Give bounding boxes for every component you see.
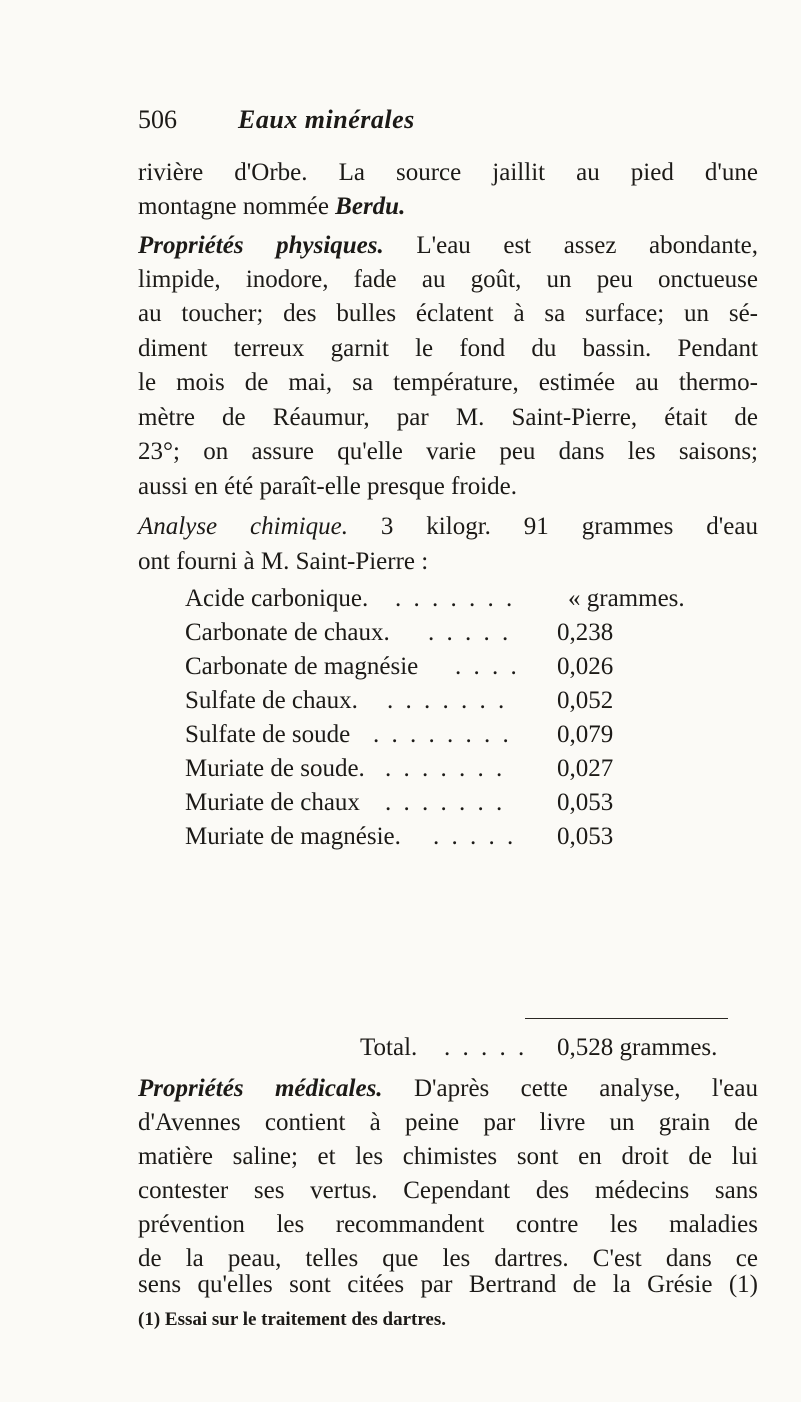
table-row bbox=[185, 650, 775, 684]
total-label: Total. bbox=[360, 1034, 418, 1061]
text-line: de la peau, telles que les dartres. C'est dans ce bbox=[138, 1245, 758, 1272]
table-row bbox=[185, 582, 775, 616]
table-row bbox=[185, 820, 775, 854]
text-span: L'eau est assez abondante, bbox=[383, 232, 758, 259]
compound-name: Sulfate de soude bbox=[185, 721, 351, 748]
page-number: 506 bbox=[138, 105, 177, 134]
text-line: mètre de Réaumur, par M. Saint-Pierre, était de bbox=[138, 404, 758, 431]
compound-value: 0,079 bbox=[557, 721, 614, 748]
text-line bbox=[138, 190, 758, 224]
text-line: matière saline; et les chimistes sont en droit de lui bbox=[138, 1143, 758, 1170]
compound-value: 0,026 bbox=[557, 653, 614, 680]
leader-dots: . . . . . . . bbox=[387, 687, 508, 714]
text-line: le mois de mai, sa température, estimée au thermo- bbox=[138, 369, 758, 396]
text-line: sens qu'elles sont citées par Bertrand de la Grésie (1) bbox=[138, 1271, 758, 1298]
text-line: prévention les recommandent contre les maladies bbox=[138, 1211, 758, 1238]
text-line: diment terreux garnit le fond du bassin. Pendant bbox=[138, 335, 758, 362]
text-line bbox=[138, 510, 758, 544]
text-span: D'après cette analyse, l'eau bbox=[382, 1075, 759, 1102]
text-line bbox=[138, 1072, 758, 1106]
leader-dots: . . . . . bbox=[444, 1034, 528, 1061]
text-line: aussi en été paraît-elle presque froide. bbox=[138, 473, 517, 500]
text-line: au toucher; des bulles éclatent à sa surface; un sé- bbox=[138, 300, 758, 327]
running-title: Eaux minérales bbox=[238, 105, 415, 134]
text-span: montagne nommée bbox=[138, 193, 336, 220]
compound-value: 0,053 bbox=[557, 823, 614, 850]
text-line: contester ses vertus. Cependant des médecins sans bbox=[138, 1177, 758, 1204]
sum-rule bbox=[525, 1018, 728, 1019]
leader-dots: . . . . . . . bbox=[395, 585, 516, 612]
table-row bbox=[185, 786, 775, 820]
leader-dots: . . . . . . . bbox=[385, 789, 506, 816]
compound-name: Carbonate de magnésie bbox=[185, 653, 419, 680]
leader-dots: . . . . bbox=[455, 653, 520, 680]
table-row bbox=[185, 684, 775, 718]
compound-value: 0,052 bbox=[557, 687, 614, 714]
text-line bbox=[138, 229, 758, 263]
place-name: Berdu. bbox=[335, 193, 406, 220]
leader-dots: . . . . . bbox=[428, 619, 512, 646]
footnote: (1) Essai sur le traitement des dartres. bbox=[138, 1309, 446, 1330]
leader-dots: . . . . . bbox=[433, 823, 517, 850]
compound-value: 0,053 bbox=[557, 789, 614, 816]
section-heading: Propriétés physiques. bbox=[138, 232, 384, 259]
total-value: 0,528 grammes. bbox=[557, 1034, 718, 1061]
text-span: 3 kilogr. 91 grammes d'eau bbox=[347, 513, 758, 540]
table-row bbox=[185, 718, 775, 752]
section-heading: Propriétés médicales. bbox=[138, 1075, 383, 1102]
compound-name: Muriate de magnésie. bbox=[185, 823, 401, 850]
leader-dots: . . . . . . . . bbox=[373, 721, 512, 748]
text-line: limpide, inodore, fade au goût, un peu onctueuse bbox=[138, 266, 758, 293]
text-line: d'Avennes contient à peine par livre un grain de bbox=[138, 1109, 758, 1136]
compound-name: Acide carbonique. bbox=[185, 585, 369, 612]
table-row bbox=[185, 616, 775, 650]
compound-value: 0,238 bbox=[557, 619, 614, 646]
compound-value: 0,027 bbox=[557, 755, 614, 782]
table-row bbox=[185, 752, 775, 786]
leader-dots: . . . . . . . bbox=[385, 755, 506, 782]
compound-name: Muriate de soude. bbox=[185, 755, 365, 782]
compound-value: « grammes. bbox=[568, 585, 685, 612]
text-line: ont fourni à M. Saint-Pierre : bbox=[138, 548, 429, 575]
compound-name: Carbonate de chaux. bbox=[185, 619, 390, 646]
compound-name: Muriate de chaux bbox=[185, 789, 360, 816]
compound-name: Sulfate de chaux. bbox=[185, 687, 358, 714]
section-heading: Analyse chimique. bbox=[138, 513, 348, 540]
page-header bbox=[138, 100, 758, 140]
total-row bbox=[360, 1031, 780, 1065]
text-line: 23°; on assure qu'elle varie peu dans les saisons; bbox=[138, 438, 758, 465]
text-line: rivière d'Orbe. La source jaillit au pied d'une bbox=[138, 159, 758, 186]
